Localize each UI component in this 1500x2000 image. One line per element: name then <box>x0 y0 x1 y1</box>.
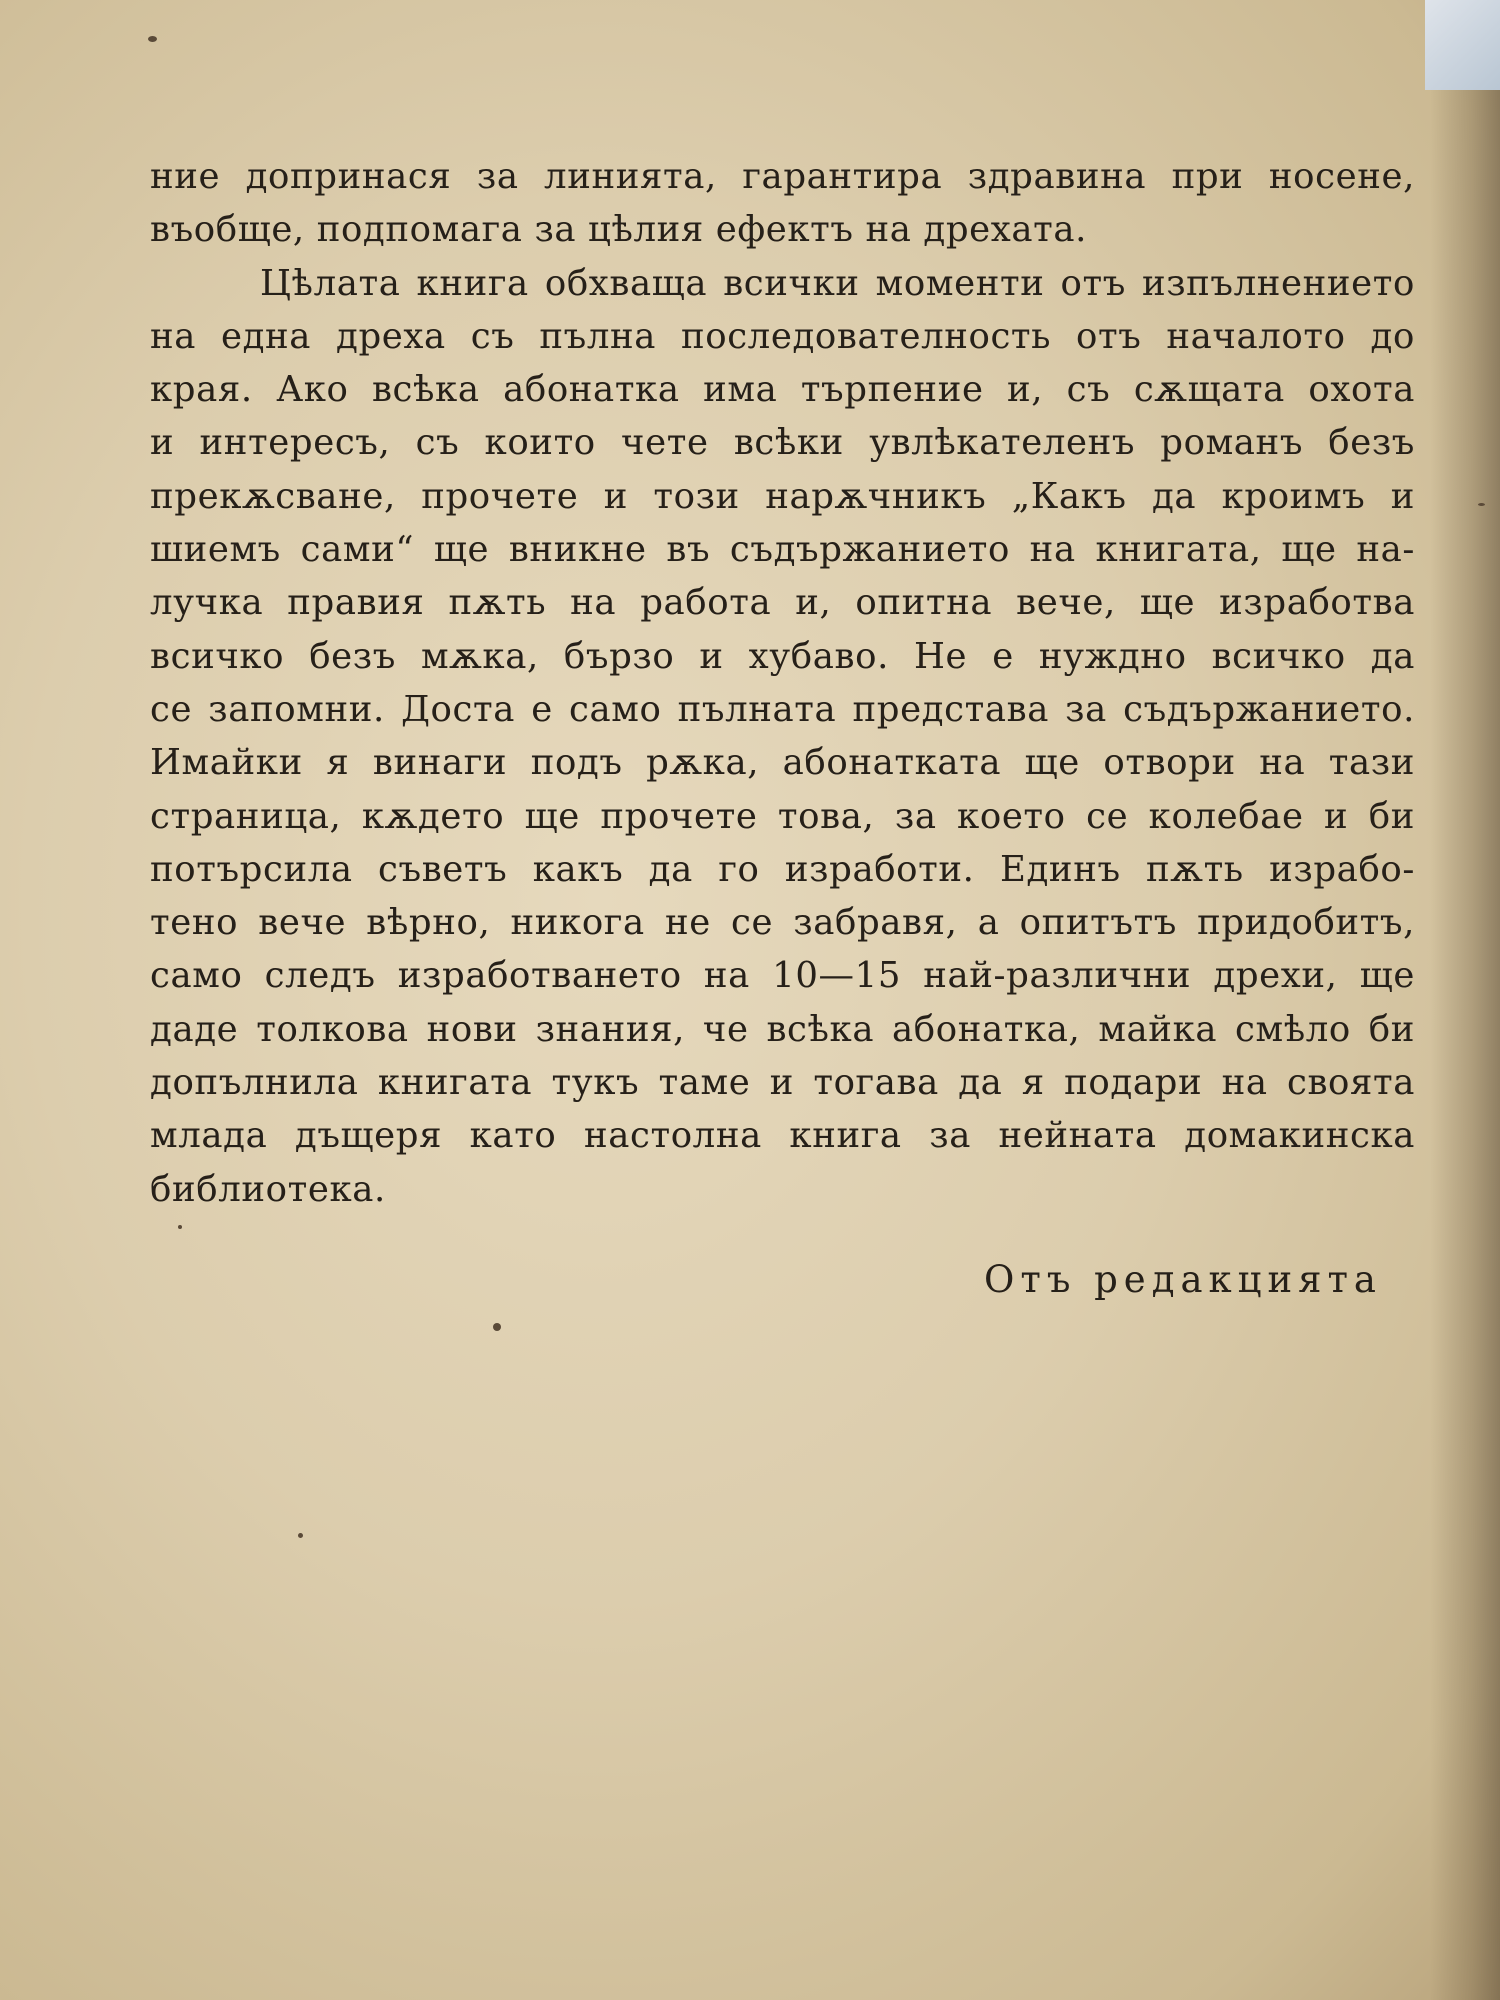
text-line: само следъ изработването на 10—15 най-различни дрехи, ще <box>150 955 1415 997</box>
text-line: допълнила книгата тукъ таме и тогава да я подари на своята <box>150 1062 1415 1104</box>
text-line: Цѣлата книга обхваща всички моменти отъ изпълнението <box>260 262 1415 304</box>
text-line: страница, кѫдето ще прочете това, за което се колебае и би <box>150 795 1415 837</box>
text-line: ние допринася за линията, гарантира здравина при носене, <box>150 156 1415 197</box>
body-text <box>150 150 1415 1216</box>
paper-speck <box>298 1533 303 1538</box>
text-line: библиотека. <box>150 1168 386 1210</box>
paper-speck <box>1478 503 1485 506</box>
text-line: тено вече вѣрно, никога не се забравя, а опитътъ придобитъ, <box>150 902 1415 944</box>
text-line: потърсила съветъ какъ да го изработи. Единъ пѫть израбо- <box>150 848 1415 890</box>
text-line: и интересъ, съ които чете всѣки увлѣкателенъ романъ безъ <box>150 422 1415 464</box>
text-line: се запомни. Доста е само пълната представа за съдържанието. <box>150 688 1415 730</box>
paper-speck <box>148 36 157 42</box>
text-line: всичко безъ мѫка, бързо и хубаво. Не е нуждно всичко да <box>150 635 1415 677</box>
text-line: даде толкова нови знания, че всѣка абонатка, майка смѣло би <box>150 1008 1415 1050</box>
text-line: на една дреха съ пълна последователность отъ началото до <box>150 315 1415 357</box>
text-line: лучка правия пѫть на работа и, опитна вече, ще изработва <box>150 582 1415 624</box>
text-line: края. Ако всѣка абонатка има търпение и, съ сѫщата охота <box>150 369 1415 411</box>
paper-speck <box>178 1225 182 1229</box>
text-line: въобще, подпомага за цѣлия ефектъ на дрехата. <box>150 209 1088 251</box>
paper-speck <box>493 1323 501 1331</box>
text-line: прекѫсване, прочете и този нарѫчникъ „Какъ да кроимъ и <box>150 475 1415 517</box>
editorial-signature: Отъ редакцията <box>984 1258 1382 1301</box>
text-line: Имайки я винаги подъ рѫка, абонатката ще отвори на тази <box>150 742 1415 784</box>
text-line: млада дъщеря като настолна книга за нейната домакинска <box>150 1115 1415 1157</box>
text-line: шиемъ сами“ ще вникне въ съдържанието на книгата, ще на- <box>150 529 1415 571</box>
